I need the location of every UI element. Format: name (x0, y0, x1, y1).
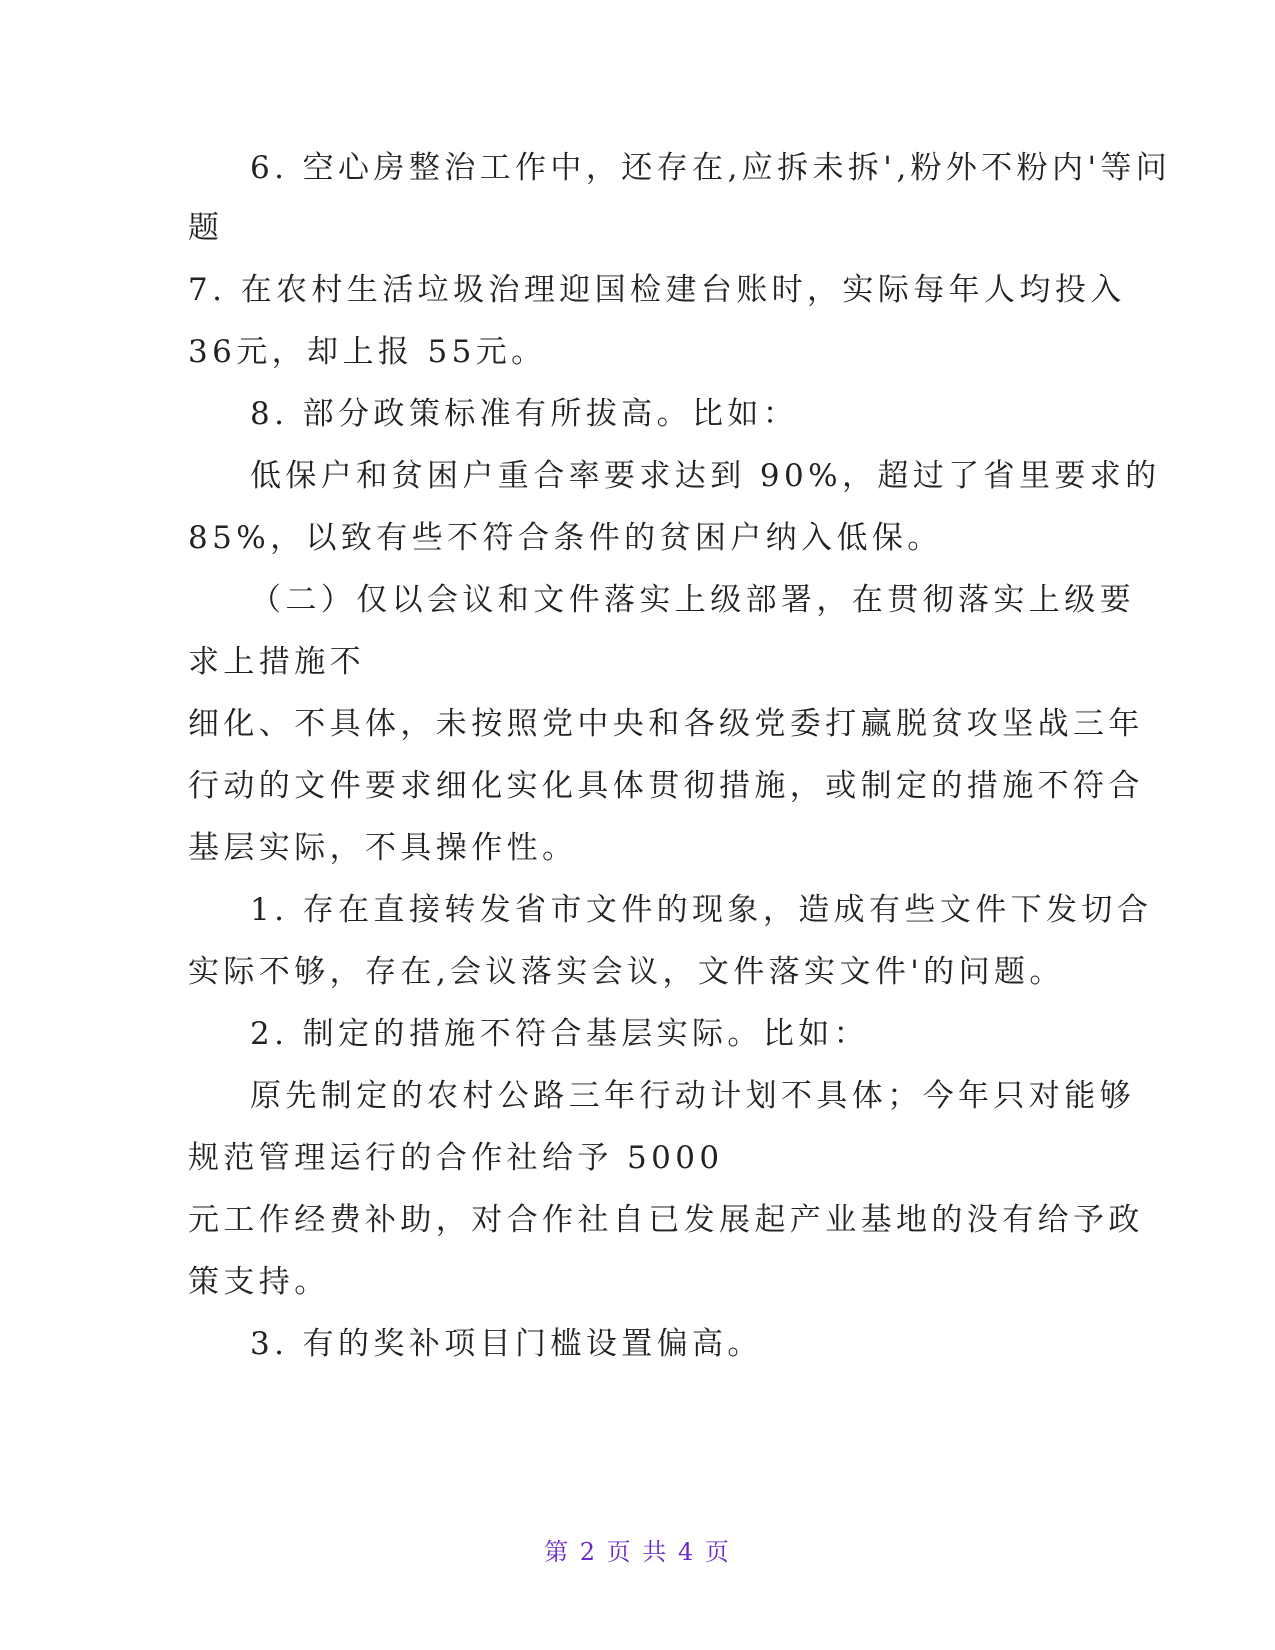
paragraph-line: 题 (188, 210, 224, 246)
paragraph-line: 2. 制定的措施不符合基层实际。比如： (250, 1016, 870, 1052)
paragraph-line: 细化、不具体，未按照党中央和各级党委打赢脱贫攻坚战三年 (188, 706, 1144, 742)
paragraph-line: 85%，以致有些不符合条件的贫困户纳入低保。 (188, 520, 943, 556)
paragraph-line: 低保户和贫困户重合率要求达到 90%，超过了省里要求的 (250, 458, 1161, 494)
paragraph-line: 求上措施不 (188, 644, 365, 680)
page-number-footer: 第 2 页 共 4 页 (544, 1538, 731, 1566)
paragraph-line: 8. 部分政策标准有所拔高。比如： (250, 396, 799, 432)
paragraph-line: 元工作经费补助，对合作社自已发展起产业基地的没有给予政 (188, 1202, 1144, 1238)
paragraph-line: 1. 存在直接转发省市文件的现象，造成有些文件下发切合 (250, 892, 1153, 928)
paragraph-line: 行动的文件要求细化实化具体贯彻措施，或制定的措施不符合 (188, 768, 1144, 804)
paragraph-line: 原先制定的农村公路三年行动计划不具体；今年只对能够 (250, 1078, 1135, 1114)
paragraph-line: 实际不够，存在‚会议落实会议，文件落实文件'的问题。 (188, 954, 1065, 990)
paragraph-line: 7. 在农村生活垃圾治理迎国检建台账时，实际每年人均投入 (188, 272, 1126, 308)
paragraph-line: 6. 空心房整治工作中，还存在‚应拆未拆'‚粉外不粉内'等问 (250, 150, 1172, 186)
paragraph-line: 3. 有的奖补项目门槛设置偏高。 (250, 1326, 763, 1362)
paragraph-line: 36元，却上报 55元。 (188, 334, 547, 370)
paragraph-line: 基层实际，不具操作性。 (188, 830, 578, 866)
section-heading-line: （二）仅以会议和文件落实上级部署，在贯彻落实上级要 (250, 582, 1135, 618)
paragraph-line: 规范管理运行的合作社给予 5000 (188, 1140, 724, 1176)
paragraph-line: 策支持。 (188, 1264, 330, 1300)
